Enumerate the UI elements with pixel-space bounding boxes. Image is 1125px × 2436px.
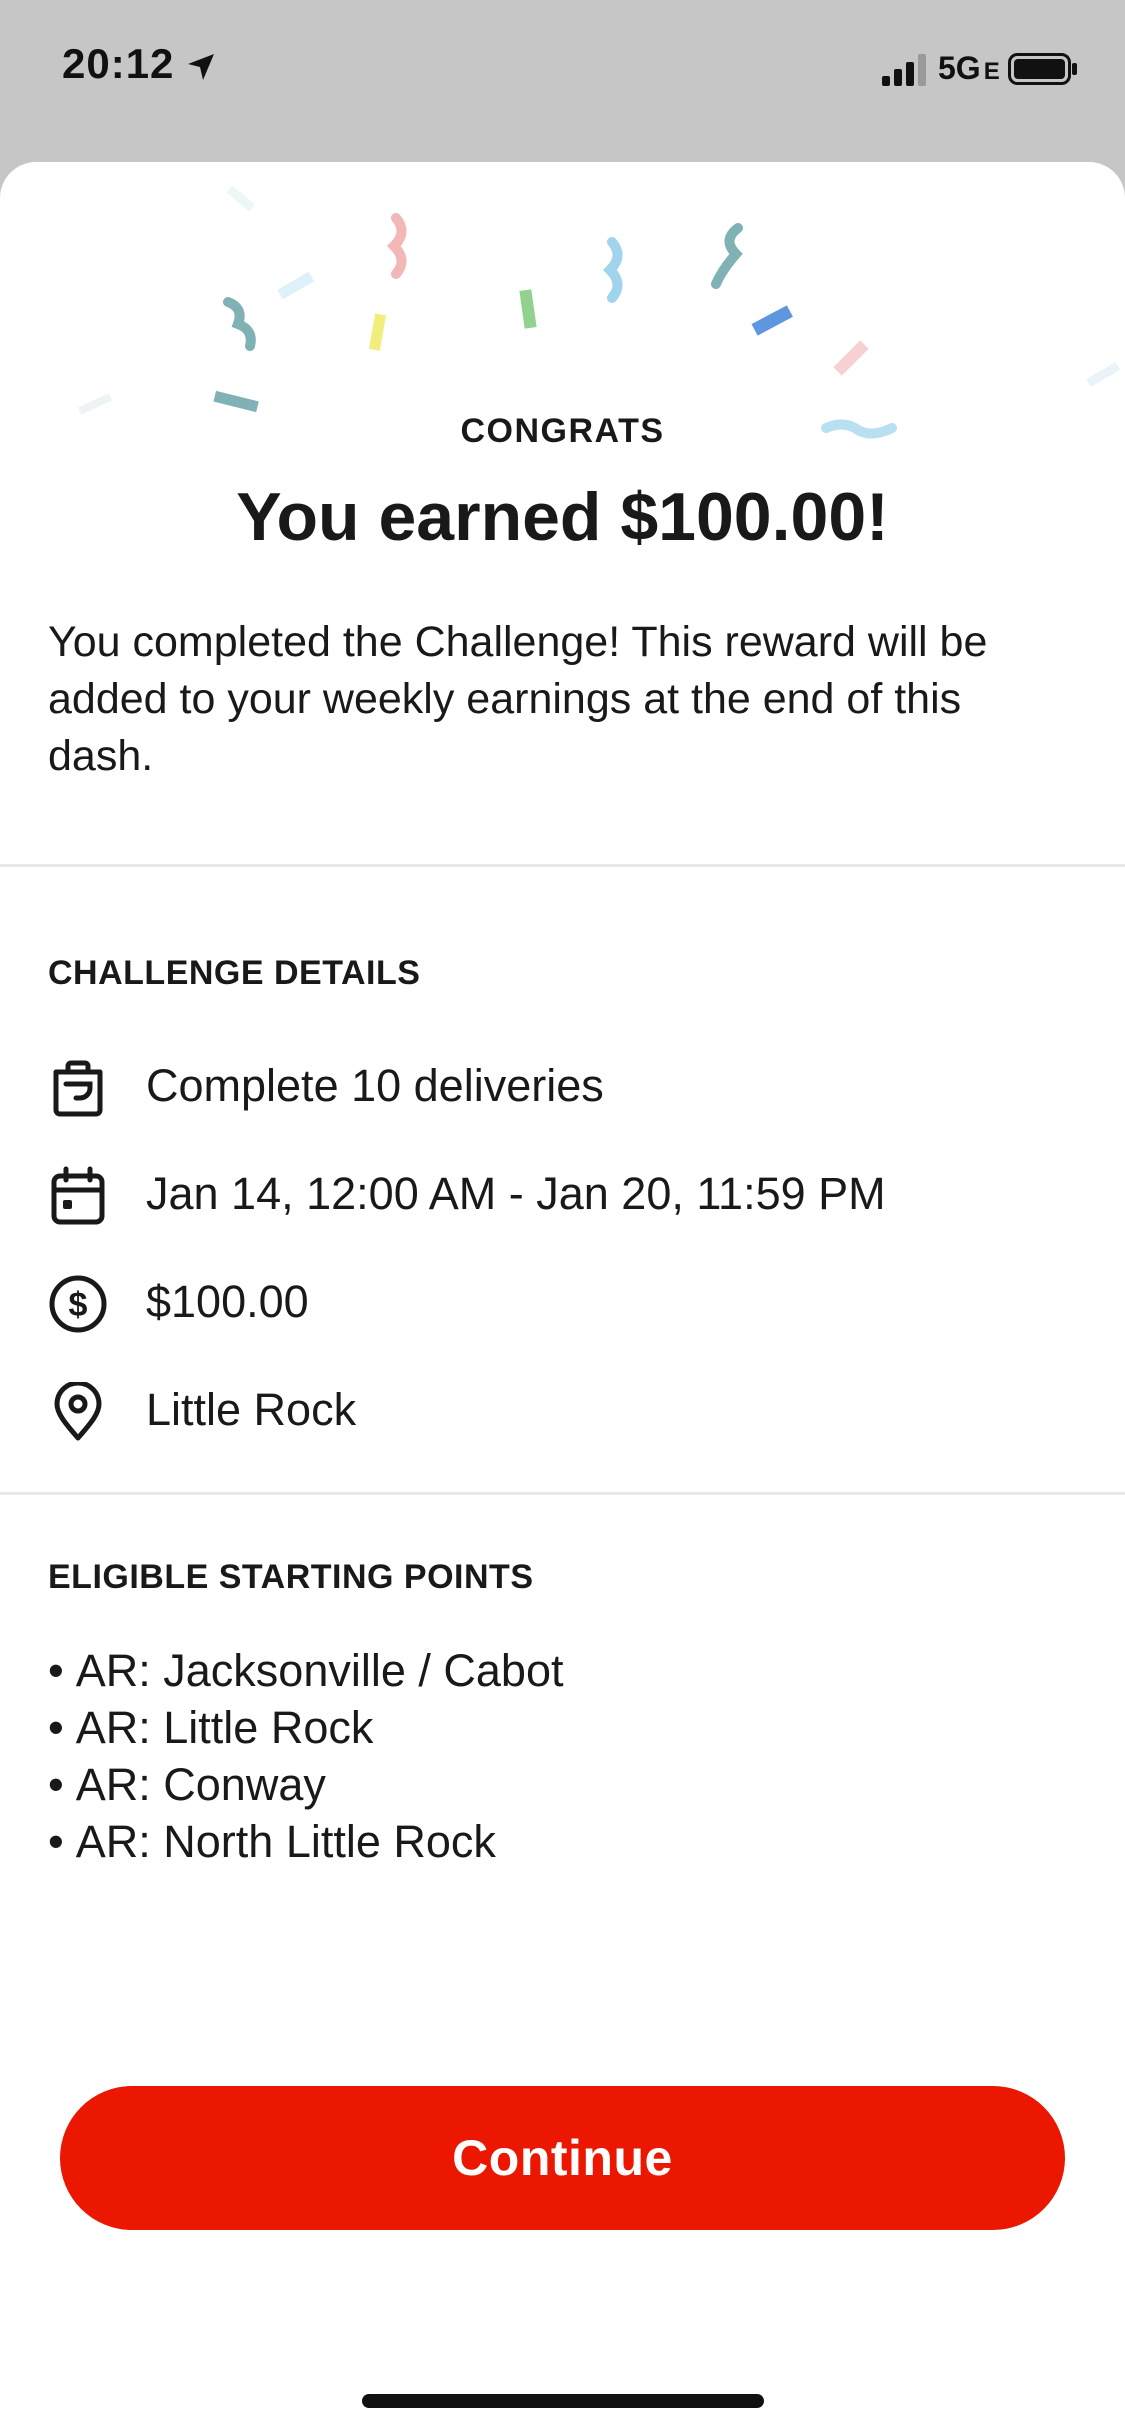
divider [0, 1492, 1125, 1495]
detail-row-deliveries [48, 1052, 1078, 1116]
earned-headline: You earned $100.00! [236, 479, 889, 555]
detail-row-location [48, 1376, 1078, 1440]
starting-points-title: ELIGIBLE STARTING POINTS [48, 1558, 534, 1596]
status-bar [0, 0, 1125, 160]
delivery-bag-icon [48, 1058, 108, 1118]
detail-row-amount [48, 1268, 1078, 1332]
continue-button[interactable]: Continue [60, 2086, 1065, 2230]
congrats-eyebrow: CONGRATS [460, 412, 665, 450]
challenge-details-title: CHALLENGE DETAILS [48, 954, 421, 992]
detail-text: Complete 10 deliveries [146, 1060, 604, 1111]
battery-icon [1008, 53, 1078, 85]
signal-icon [882, 54, 926, 86]
home-indicator[interactable] [362, 2394, 764, 2408]
network-label: 5G E [938, 50, 1000, 86]
divider [0, 864, 1125, 867]
detail-text: Little Rock [146, 1384, 357, 1435]
location-arrow-icon [186, 52, 216, 82]
reward-message: You completed the Challenge! This reward will be added to your weekly earnings at the end of this dash. [48, 618, 988, 780]
detail-text: $100.00 [146, 1276, 309, 1327]
detail-text: Jan 14, 12:00 AM - Jan 20, 11:59 PM [146, 1168, 886, 1219]
list-item: • AR: Conway [48, 1756, 563, 1813]
dollar-circle-icon [48, 1274, 108, 1334]
reward-sheet [0, 162, 1125, 2436]
svg-text:$: $ [68, 1286, 88, 1324]
starting-points-list [48, 1642, 563, 1870]
location-pin-icon [48, 1382, 108, 1442]
detail-row-dates [48, 1160, 1078, 1224]
calendar-icon [48, 1166, 108, 1226]
list-item: • AR: Jacksonville / Cabot [48, 1642, 563, 1699]
status-time: 20:12 [62, 40, 175, 87]
list-item: • AR: Little Rock [48, 1699, 563, 1756]
list-item: • AR: North Little Rock [48, 1813, 563, 1870]
